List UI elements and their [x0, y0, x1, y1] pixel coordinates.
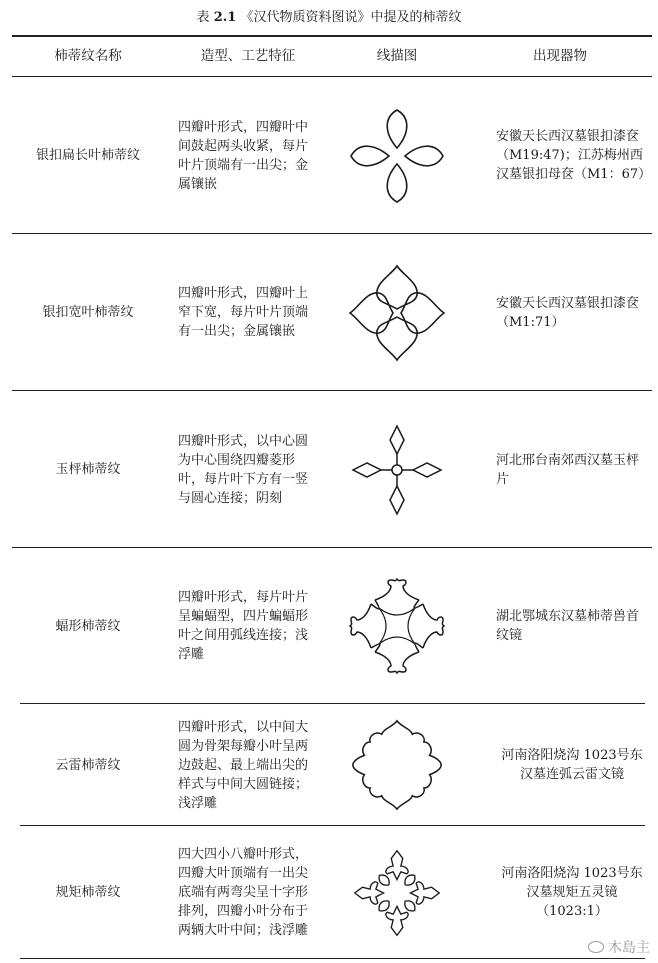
pattern-objects: 安徽天长西汉墓银扣漆奁（M19:47)；江苏梅州西汉墓银扣母奁（M1：67）: [496, 129, 652, 182]
bat-shaped-petal-icon: [347, 576, 447, 676]
pattern-drawing: [332, 235, 462, 390]
pattern-feature: 四瓣叶形式，每片叶片呈蝙蝠型，四片蝙蝠形叶之间用弧线连接；浅浮雕: [178, 590, 309, 662]
header-name: 柿蒂纹名称: [54, 47, 122, 64]
wide-four-petal-icon: [347, 263, 447, 363]
row-divider: [12, 390, 652, 391]
pattern-objects: 河北邢台南郊西汉墓玉枰片: [496, 452, 640, 487]
pattern-objects-text: 河南洛阳烧沟 1023号东汉墓连弧云雷文镜: [501, 748, 643, 782]
watermark: [588, 937, 650, 957]
caption-prefix: 表: [196, 10, 210, 25]
pattern-drawing: [332, 705, 462, 825]
pattern-drawing: [332, 392, 462, 547]
pattern-feature: 四瓣叶形式，以中心圆为中心围绕四瓣菱形叶，每片叶下方有一竖与圆心连接；阴刻: [178, 433, 309, 506]
pattern-objects: 湖北鄂城东汉墓柿蒂兽首纹镜: [496, 609, 640, 643]
row-divider: [20, 825, 645, 826]
header-objects: 出现器物: [533, 47, 587, 64]
pattern-name: 规矩柿蒂纹: [55, 885, 121, 900]
caption-text: 《汉代物质资料图说》中提及的柿蒂纹: [240, 10, 462, 25]
pattern-name: 玉枰柿蒂纹: [55, 462, 121, 477]
row-divider: [12, 233, 652, 234]
tlv-eight-petal-icon: [349, 845, 445, 941]
pattern-name: 银扣扁长叶柿蒂纹: [35, 148, 140, 163]
weibo-logo-icon: [588, 941, 604, 953]
header-bottom-rule: [12, 76, 652, 77]
pattern-feature: 四大四小八瓣叶形式，四瓣大叶顶端有一出尖底端有两弯尖呈十字形排列，四瓣小叶分布于两辆大叶中间；浅浮雕: [178, 847, 309, 938]
diamond-petal-circle-icon: [347, 420, 447, 520]
pattern-name: 云雷柿蒂纹: [55, 757, 121, 773]
pattern-drawing: [332, 549, 462, 703]
table-top-rule: [12, 35, 652, 37]
pattern-name: 银扣宽叶柿蒂纹: [42, 305, 134, 320]
pattern-feature: 四瓣叶形式，四瓣叶上窄下宽，每片叶片顶端有一出尖；金属镶嵌: [178, 286, 309, 339]
pattern-objects-text: 河南洛阳烧沟 1023号东汉墓规矩五灵镜（1023:1）: [501, 866, 643, 919]
pattern-feature: 四瓣叶形式，以中间大圆为骨架每瓣小叶呈两边鼓起、最上端出尖的样式与中间大圆链接；浅浮雕: [178, 719, 309, 811]
pattern-feature: 四瓣叶形式，四瓣叶中间鼓起两头收紧，每片叶片顶端有一出尖；金属镶嵌: [178, 119, 309, 192]
pattern-drawing: [332, 827, 462, 958]
table-bottom-rule: [20, 958, 645, 959]
header-drawing: 线描图: [376, 47, 418, 64]
table-caption: [0, 8, 658, 28]
elongated-four-petal-icon: [347, 106, 447, 206]
watermark-text: 木島主: [608, 940, 650, 956]
pattern-objects: 安徽天长西汉墓银扣漆奁（M1:71）: [496, 295, 640, 330]
header-feature: 造型、工艺特征: [200, 47, 296, 64]
row-divider: [20, 703, 645, 704]
caption-number: 2.1: [213, 10, 237, 25]
pattern-objects: [462, 705, 658, 825]
cloud-thunder-petal-icon: [349, 717, 445, 813]
row-divider: [12, 547, 652, 548]
pattern-drawing: [332, 78, 462, 233]
pattern-name: 蝠形柿蒂纹: [55, 618, 121, 634]
